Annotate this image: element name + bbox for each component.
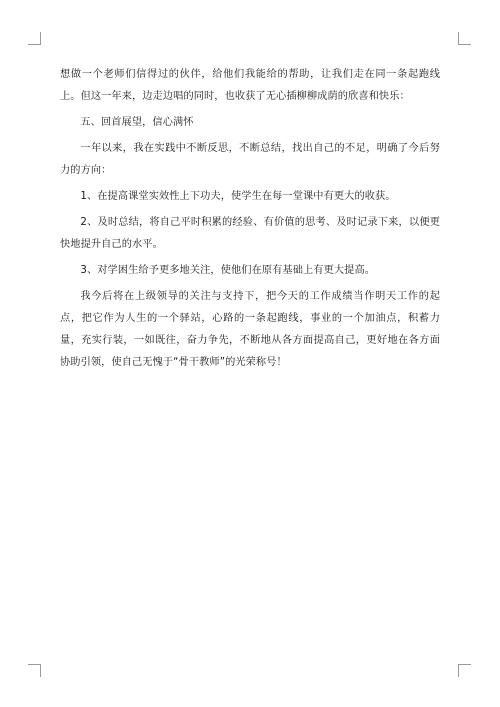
section-heading: 五、回首展望，信心满怀 [80,117,194,128]
document-body [60,64,440,378]
paragraph: 想做一个老师们信得过的伙伴，给他们我能给的帮助，让我们走在同一条起跑线上。但这一年来，边走边唱的同时，也收获了无心插柳柳成荫的欣喜和快乐： [60,69,440,102]
paragraph: 一年以来，我在实践中不断反思，不断总结，找出自己的不足，明确了今后努力的方向： [60,143,440,176]
list-item: 1、在提高课堂实效性上下功夫，使学生在每一堂课中有更大的收获。 [80,191,396,202]
crop-mark-bottom-right [458,664,471,677]
list-item: 2、及时总结，将自己平时积累的经验、有价值的思考、及时记录下来，以便更快地提升自己的水平。 [60,217,440,250]
crop-mark-top-left [28,32,41,45]
crop-mark-bottom-left [28,664,41,677]
crop-mark-top-right [458,32,471,45]
paragraph: 我今后将在上级领导的关注与支持下，把今天的工作成绩当作明天工作的起点，把它作为人生的一个驿站，心路的一条起跑线，事业的一个加油点，积蓄力量，充实行装，一如既往，奋力争先，不断地从各方面提高自己，更好地在各方面协助引领，使自己无愧于“骨干教师”的光荣称号！ [60,291,440,368]
list-item: 3、对学困生给予更多地关注，使他们在原有基础上有更大提高。 [80,265,376,276]
